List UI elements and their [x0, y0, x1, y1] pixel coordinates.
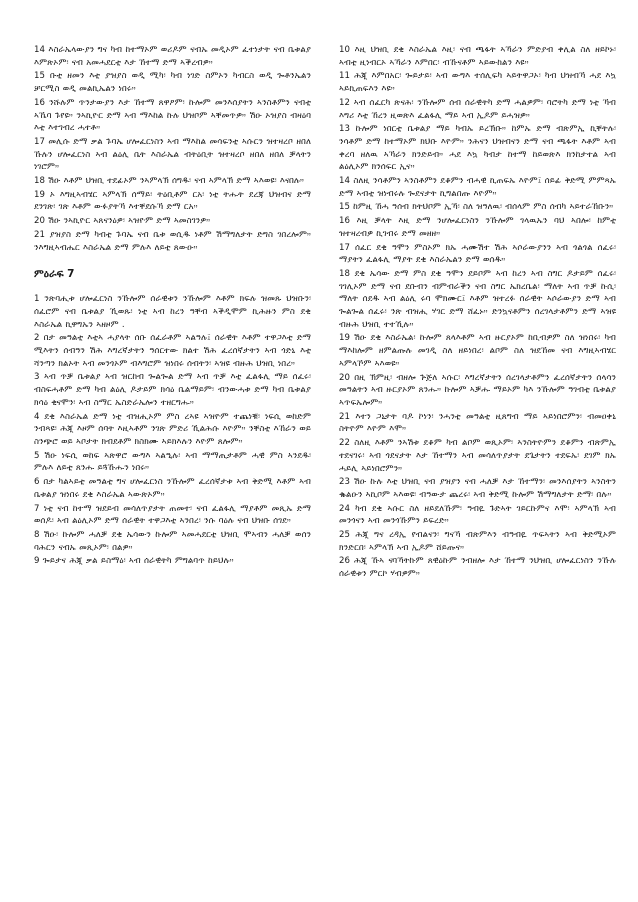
verse-paragraph: 13 ኩሎም ነበርቲ ቤቱልያ ማይ ካብኡ ይረኽቡ። ከምኡ ድማ ብጽምኢ ኪቐትሉ፡ ንሳቶም ድማ ከተማኦም ክህቡ እዮም። ንሕናን ህዝብናን ድማ ናብ ጫፋት እቶም ኣብ ቀረባ ዘለዉ ኣኻራን ክንድይብ። ሓደ እኳ ካብታ ከተማ ከይወጽእ ክንከታተል ኣብ ልዕሊኦም ክንሰፍር ኢና። — [339, 124, 616, 173]
verse-paragraph: 12 ኣብ ሰፈርካ ጽናሕ፡ ንኹሎም ሰብ ሰራዊትካ ድማ ሓልዎም፡ ባሮትካ ድማ ነቲ ኻብ እግሪ እቲ ኸረን ዚወጽእ ፈልፋሊ ማይ ኣብ ኢዶም ይሓዝዎ። — [339, 97, 616, 121]
verse-paragraph: 20 በዚ ኽምዚ፡ ብዘሎ ጕጅለ ኣሱር፡ እግረኛታትን ሰረገላታቶምን ፈረሰኛታትን ሰላሳን መዓልትን ኣብ ዙርያኦም ጸንሑ። ኩሎም ኣቓሑ ማይኦም ካእ ንኹሎም ዓገብቲ ቤቱልያ ኣጥፍኡሎም። — [339, 372, 616, 408]
verse-paragraph: 18 ደቂ ኤሳው ድማ ምስ ደቂ ዓሞን ደይቦም ኣብ ከረን ኣብ ስግር ዶታይም ሰፈሩ፡ ገገሊኦም ድማ ናብ ደቡብን ብምብራቕን ናብ ስግር ኤክረቤል፡ ማለት ኣብ ጥቓ ኩሲ፡ ማለት ሰደዱ ኣብ ልዕሊ ሩባ ሞክሙር፤ እቶም ዝተረፉ ሰራዊት ኣሶራውያን ድማ ኣብ ጐልጐል ሰፈሩ፡ ንጽ ብዝሒ ሃገር ድማ ሸፈኑ። ድንኳናቶምን ሰረገላታቶምን ድማ ኣዝዩ ብዙሕ ህዝቢ ተተኺሉ። — [339, 268, 616, 330]
verse-paragraph: 25 ሕጂ ግና ረዳኢ የብልናን፡ ግናኻ ብጽምእን ብዓብዪ ጥፍኣትን ኣብ ቅድሚኦም ክንድርበ፡ ኣምላኽ ኣብ ኢዶም ሸይጡና። — [339, 530, 616, 553]
verse-paragraph: 14 ስለዚ ንሳቶምን ኣንስቶምን ደቆምን ብሓዊ ኪጠፍኡ እዮም፤ ሰይፊ ቅድሚ ምምጻኡ ድማ ኣብቲ ዝነብሩሉ ጐደናታት ኪግልበጡ እዮም። — [339, 176, 616, 199]
verse-paragraph: 19 ሽዑ ደቂ እስራኤል፡ ኩሎም ጸላእቶም ኣብ ዙርያኦም ከቢብዎም ስለ ዝነበሩ፡ ካብ ማእከሎም ዘምልጡሉ መገዲ ስለ ዘይነበረ፡ ልቦም ስለ ዝደኸመ ናብ እግዚኣብሄር ኣምላኾም ኣእወዩ። — [339, 333, 616, 369]
verse-paragraph: 18 ሽዑ እቶም ህዝቢ ተደፊኦም ንኣምላኽ ሰግዱ፡ ናብ ኣምላኽ ድማ ኣእወዩ፡ እናበሉ። — [34, 176, 305, 187]
verse-paragraph: 23 ሽዑ ኩሉ እቲ ህዝቢ ናብ ያዝያን ናብ ሓለቓ እታ ኸተማን፡ መንእሰያትን ኣንስትን ቈልዑን ኣኪቦም ኣእወዩ፡ ብዓውታ ጨረሩ፡ ኣብ ቅድሚ ኩሎም ሽማግለታት ድማ፡ በሉ። — [339, 477, 616, 500]
verse-paragraph: 9 ጐይታና ሕጂ ቃል ይስማዕ፡ ኣብ ሰራዊትካ ምግልባጥ ከይህሉ። — [34, 556, 234, 567]
verse-paragraph: 8 ሽዑ፡ ኩሎም ሓለቓ ደቂ ኤሳውን ኩሎም ኣመሓደርቲ ህዝቢ ሞኣብን ሓለቓ ወሰን ባሕርን ናብኡ መጺኦም፡ በልዎ። — [34, 529, 311, 553]
verse-paragraph: 7 ነቲ ናብ ከተማ ዝደይብ መሳለጥያታት ጠመተ፡ ናብ ፈልፋሊ ማያቶም መጺኡ ድማ ወሰዶ፡ ኣብ ልዕሊኦም ድማ ሰራዊት ተዋጋእቲ ኣንበረ፡ ንሱ ባዕሉ ናብ ህዝቡ ሰገደ። — [34, 503, 311, 527]
verse-paragraph: 14 እስራኤላውያን ግና ካብ ከተማኦም ወሪዶም ናብኡ መዲኦም ፈተነታት ናብ ቤቱልያ እምጽኦም፡ ናብ አመሓደርቲ እታ ኸተማ ድማ ኣቕረብዎ። — [34, 45, 311, 68]
verse-paragraph: 6 በታ ካልኣይቲ መዓልቲ ግና ሆሎፈርነስ ንኹሎም ፈረሰኛታቱ ኣብ ቅድሚ እቶም ኣብ ቤቱልያ ዝነበሩ ደቂ እስራኤል ኣውጽኦም። — [34, 477, 311, 500]
verse-paragraph: 19 ኦ እግዚኣብሄር ኣምላኽ ሰማይ፡ ትዕቢቶም ርአ፡ ነቲ ትሑት ደረጃ ህዝብና ድማ ደንገጽ፡ ገጽ እቶም ውፉያትኻ እተቐደሱኻ ድማ ርአ። — [34, 189, 311, 213]
verse-paragraph: 21 እተን ጋኒታት ባዶ ኮነን፡ ንሓንቲ መዓልቲ ዚጸግብ ማይ ኣይነበሮምን፡ ብመዐቀኒ ስትዮም እዮም እሞ። — [339, 411, 616, 435]
verse-paragraph: 2 በታ መዓልቲ እቲኣ ሓያላት ሰቡ ሰፈራቶም ኣልዓሉ፤ ሰራዊት እቶም ተዋጋእቲ ድማ ሚእትን ሰብዓን ሽሕ እግረኛታትን ዓሰርተው ክልተ ሽሕ ፈረሰኛታትን ኣብ ጎድኒ እቲ ሻንጣን ክልኦት ኣብ መንጎኦም ብእግሮም ዝነበሩ ሰብትን፡ ኣዝዩ ብዙሕ ህዝቢ ነበረ። — [34, 333, 311, 369]
verse-paragraph: 16 ንሹሉም ጥንታውያን እታ ኸተማ ጸዋዖም፡ ኩሎም መንእሰያትን ኣንስቶምን ናብቲ ኣኼባ ጉየዩ። ንኣኪዮር ድማ ኣብ ማእከል ኩሉ ህዝቦም ኣቐመጥዎ። ሽዑ ኦዝያስ ብዛዕባ እቲ እተገብረ ሓተቶ። — [34, 97, 311, 134]
verse-paragraph: 11 ሕጂ እምበአር፡ ጐይታይ፡ ኣብ ውግእ ተሰሊፍካ ኣይትዋጋኦ፡ ካብ ህዝብኻ ሓደ እኳ ኣይኪጠፍእን እዩ። — [339, 71, 616, 95]
verse-paragraph: 15 ከምዚ ኸሓ ዓሰብ ክትህቦም ኢኻ፡ ስለ ዝዓለዉ፡ ብሰላም ምስ ሰብካ ኣይተራኸቡን። — [339, 202, 614, 213]
verse-paragraph: 24 ካብ ደቂ ኣሱር ስለ ዘይደለኹም፡ ዓብዪ ጉድኣት ገይርኩምና እሞ፡ ኣምላኽ ኣብ መንጎናን ኣብ መንጎኹምን ይፍረድ። — [339, 503, 616, 527]
verse-paragraph: 22 ስለዚ እቶም ንኣሽቱ ደቆም ካብ ልቦም ወጺኦም፡ ኣንስትዮምን ደቆምን ብጽምኢ ተደናገሩ፡ ኣብ ጎደናታት እታ ኸተማን ኣብ መሳለጥያታት ደጌታትን ተደፍኡ፡ ደገም ክኡ ሓይሊ ኣይነበሮምን። — [339, 438, 616, 474]
verse-group-chapter-6 — [34, 44, 311, 254]
verse-paragraph: 26 ሕጂ ኹኣ ናባኻትኩም ጸዊዕኩም ንብዘሎ እታ ኸተማ ንህዝቢ ሆሎፈርነስን ንኹሉ ሰራዊቱን ምርኮ ሃብዎም። — [339, 556, 616, 580]
verse-paragraph: 10 እዚ ህዝቢ ደቂ እስራኤል እዚ፡ ናብ ጫፋት ኣኻራን ምድያብ ቀሊል ስለ ዘይኮኑ፡ ኣብቲ ዚነብርኦ ኣኻራን እምበር፡ ብኹናቶም ኣይውከልን እዩ። — [339, 45, 616, 68]
verse-paragraph: 3 ኣብ ጥቓ ቤቱልያ ኣብ ዝርከብ ጐልጐል ድማ ኣብ ጥቓ እቲ ፈልፋሊ ማይ ሰፈሩ፡ ብስፍሓቶም ድማ ካብ ልዕሊ ዶታይም ክሳዕ ቤልማይም፡ ብንውሓቱ ድማ ካብ ቤቱልያ ክሳዕ ቂናሞን፡ ኣብ ስማር ኤስድራኤሎን ተዘርግሑ። — [34, 372, 311, 408]
chapter-heading: ምዕራፍ 7 — [34, 268, 75, 281]
right-column — [339, 44, 616, 892]
verse-paragraph: 21 ያዝያስ ድማ ካብቲ ጉባኤ ናብ ቤቱ ወሲዱ ነቶም ሽማግለታት ድግስ ገበረሎም። ንእግዚኣብሔር እስራኤል ድማ ምሉእ ለይቲ ጸውዑ። — [34, 229, 311, 253]
verse-paragraph: 4 ደቂ እስራኤል ድማ ነቲ ብዝሒኦም ምስ ረኣዩ ኣዝዮም ተጨነቑ፡ ነፍሲ ወከድም ንብጻዩ፡ ሕጂ እዞም ሰባት እዚኣቶም ንገጽ ምድሪ ኺልሕሱ እዮም። ንቐስቲ እኸራን ወይ ስንጭሮ ወይ ኣቦታት ክብደቶም ክስክሙ ኣይክእሉን እዮም ጸሎም። — [34, 411, 311, 447]
verse-paragraph: 5 ሽዑ ነፍሲ ወከፍ ኣጽዋሮ ውግእ ኣልዒሉ፡ ኣብ ማማጢታቶም ሓዊ ምስ ኣንደዱ፡ ምሉእ ለይቲ ጸንሑ ይጓኹሑን ነበሩ። — [34, 450, 311, 474]
left-column — [34, 44, 311, 892]
verse-paragraph: 17 ሰፈር ደቂ ዓሞን ምስኦም ክኡ ሓሙሽተ ሽሕ ኣሶራውያንን ኣብ ጎልጎል ሰፈሩ፡ ማያትን ፈልፋሊ ማያት ደቂ እስራኤልን ድማ ወሰዱ። — [339, 242, 616, 266]
verse-paragraph: 20 ሽዑ ንኣኪዮር ኣጸናንዕዎ፡ ኣዝዮም ድማ ኣመስገንዎ። — [34, 216, 211, 227]
verse-paragraph: 17 መሊሱ ድማ ቃል ጉባኤ ሆሎፈርነስን ኣብ ማእከል መሳፍንቲ ኣሱርን ዝተዛረቦ ዘበለ ኹሉን ሆሎፈርነስ ኣብ ልዕሊ ቤት እስራኤል ብትዕቢት ዝተዛረቦ ዘበለ ዘበለ ቓላትን ነገሮም። — [34, 136, 311, 173]
verse-paragraph: 1 ንጽባሒቱ ሆሎፈርነስ ንኹሎም ሰራዊቱን ንኹሎም እቶም ክፍሉ ዝመጹ ህዝቡን፡ ሰፈሮም ናብ ቤቱልያ ኺወጹ፡ ነቲ ኣብ ከረን ዓቐብ ኣቕዲሞም ኪሕዙን ምስ ደቂ እስራኤል ኪዋግኡን ኣዘዞም . — [34, 294, 311, 330]
verse-paragraph: 15 ቡቲ ዘመን እቲ ያዝያስ ወዲ ሚካ፡ ካብ ነገድ ስምኦን ካብርስ ወዲ ጐቶንኤልን ቻርሚስ ወዲ መልኪኤልን ነበሩ። — [34, 71, 311, 95]
verse-group-chapter-7 — [34, 293, 311, 568]
verse-paragraph: 16 እዚ ቓላት እዚ ድማ ንሆሎፈርነስን ንኹሎም ገላዉኡን ባህ ኣበሎ፡ ከምቲ ዝተዛረብዎ ኪገብሩ ድማ መዘዘ። — [339, 216, 616, 239]
